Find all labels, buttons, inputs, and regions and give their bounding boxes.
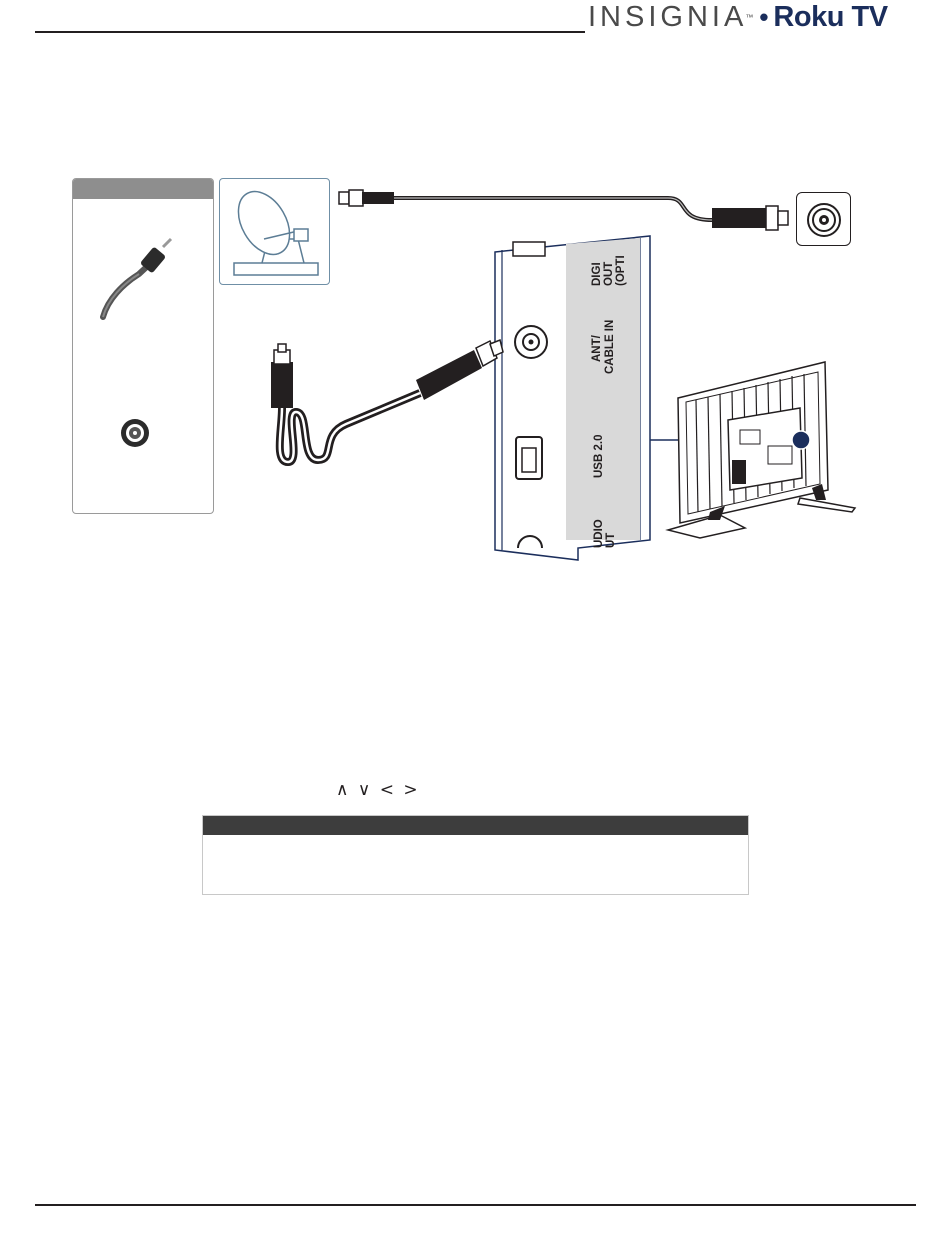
brand-insignia: INSIGNIA [588,0,748,33]
footer-rule [35,1204,916,1206]
label-digital-out-2: OUT [603,261,615,286]
label-ant: ANT/ [591,335,603,362]
lower-coax-cable [271,340,503,462]
tv-back-illustration [668,362,855,538]
brand-roku-tv: Roku TV [773,0,888,33]
info-table-header [203,816,748,835]
top-coax-cable [339,190,788,230]
info-table [202,815,749,895]
label-cable-in: CABLE IN [604,319,616,374]
label-usb: USB 2.0 [593,434,605,478]
label-audio-out: UDIO [593,519,605,548]
label-digital-out: DIGI [591,262,603,286]
brand-trademark: ™ [745,12,754,22]
callout-dot [792,431,810,449]
brand-separator: • [759,1,769,32]
arrow-keys-text: ∧ ∨ < > [336,780,420,800]
connection-diagram [0,0,950,600]
label-audio-out-2: UT [605,532,617,548]
label-digital-out-3: (OPTI [615,255,627,286]
